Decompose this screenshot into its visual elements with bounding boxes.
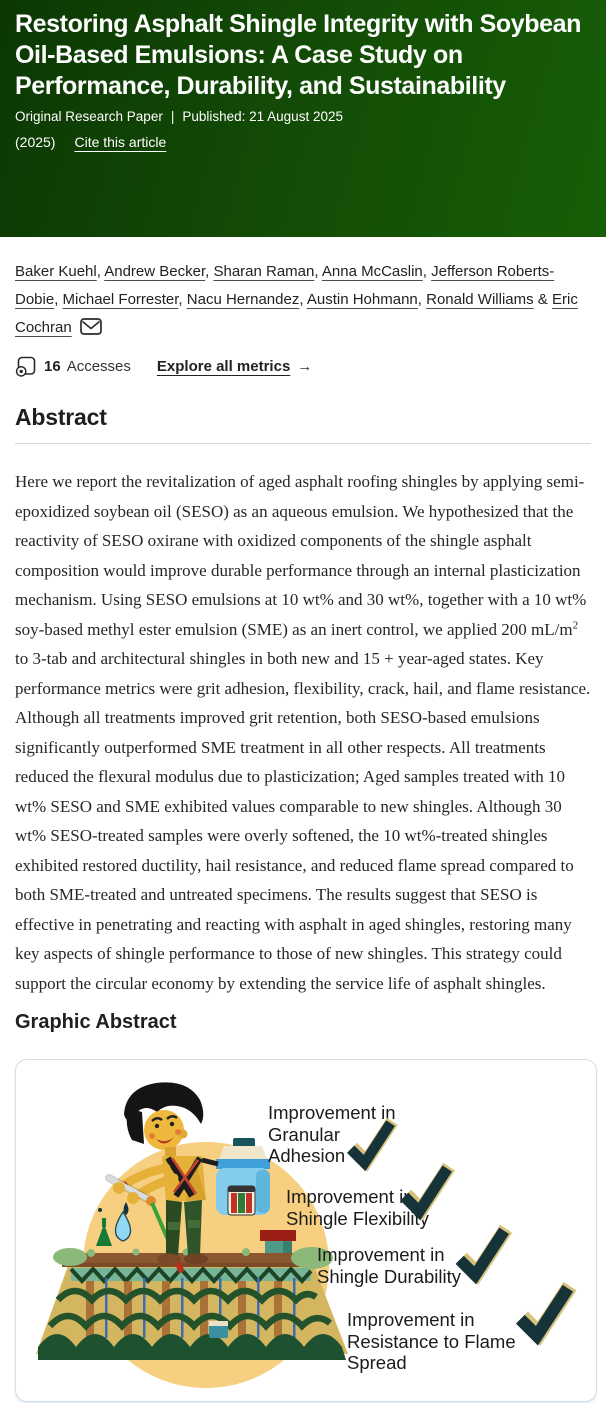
benefit-line: Shingle Flexibility [286,1207,429,1229]
cite-this-article-link[interactable]: Cite this article [74,134,167,150]
right-arrow-icon: → [297,358,313,375]
author-separator: , [314,263,322,280]
volume-cite-row [15,134,590,150]
author-link[interactable]: Ronald Williams [426,291,534,308]
checkmark-icon [510,1282,572,1344]
author-link[interactable]: Baker Kuehl [15,263,97,280]
paint-bucket [209,1321,228,1338]
author-separator: , [422,263,432,280]
author-link[interactable]: Michael Forrester [62,291,179,308]
accesses-label: Accesses [66,358,131,375]
shingle-roof [36,1266,348,1360]
explore-all-metrics-link[interactable]: Explore all metrics [156,358,291,375]
benefit-line: Improvement in [317,1244,445,1265]
benefit-item-flame-spread [347,1309,516,1374]
benefit-line: Granular [268,1123,340,1145]
author-separator: & [533,291,552,308]
author-link[interactable]: Jefferson Roberts-Dobie [15,263,555,308]
metrics-row [15,356,591,377]
checkmark-icon [450,1225,508,1283]
author-link[interactable]: Austin Hohmann [306,291,418,308]
meta-separator: | [170,109,175,124]
benefit-line: Improvement in [286,1186,414,1207]
author-link[interactable]: Eric Cochran [15,291,578,336]
envelope-icon[interactable] [80,318,102,335]
author-separator: , [96,263,105,280]
benefit-line: Shingle Durability [317,1265,461,1287]
sprayer-tank [216,1138,270,1215]
author-separator: , [417,291,427,308]
author-link[interactable]: Anna McCaslin [321,263,423,280]
abstract-paragraph [15,467,592,998]
article-type-label: Original Research Paper [15,109,163,124]
accesses-icon [15,356,36,377]
abstract-heading: Abstract [15,404,107,430]
journal-year: (2025) [15,134,56,150]
abstract-text-part2: to 3-tab and architectural shingles in both new and 15 + year-aged states. Key performance metrics were grit adhesion, flexibility, crack, hail, and flame resistance. Although all treatments improved grit retention, both SESO-based emulsions significantly outperformed SME treatment in all other respects. All treatments reduced the flexural modulus due to plasticization; Aged samples treated with 10 wt% SESO and SME exhibited values comparable to new shingles. Although 30 wt% SESO-treated samples were overly softened, the 10 wt%-treated shingles exhibited restored ductility, hail resistance, and reduced flame spread compared to both SME-treated and untreated specimens. The results suggest that SESO is effective in penetrating and reacting with asphalt in aged shingles, restoring many key aspects of shingle performance to those of new shingles. This strategy could support the circular economy by extending the service life of asphalt shingles. [15,649,591,993]
published-date: Published: 21 August 2025 [182,109,343,124]
benefit-line: Improvement in [268,1102,396,1123]
author-separator: , [178,291,187,308]
benefit-item-shingle-durability [317,1244,461,1287]
abstract-text-part1: Here we report the revitalization of aged asphalt roofing shingles by applying semi-epoxidized soybean oil (SESO) as an aqueous emulsion. We hypothesized that the reactivity of SESO oxirane with oxidized components of the shingle asphalt composition would improve durable performance through an internal plasticization mechanism. Using SESO emulsions at 10 wt% and 30 wt%, together with a 10 wt% soy-based methyl ester emulsion (SME) as an inert control, we applied 200 mL/m [15,472,587,639]
checkmark-icon [342,1118,394,1170]
benefit-line: Resistance to Flame [347,1330,516,1352]
author-link[interactable]: Sharan Raman [213,263,315,280]
author-link[interactable]: Nacu Hernandez [186,291,300,308]
graphic-abstract-heading: Graphic Abstract [15,1011,177,1033]
author-separator: , [299,291,307,308]
abstract-superscript: 2 [572,618,579,631]
benefit-line: Adhesion [268,1145,346,1166]
author-separator: , [205,263,214,280]
benefit-line: Improvement in [347,1309,475,1330]
author-separator: , [54,291,63,308]
page-title: Restoring Asphalt Shingle Integrity with Soybean Oil-Based Emulsions: A Case Study on Performance, Durability, and Sustainability [15,10,582,100]
article-meta [15,109,590,124]
accesses-count: 16 [44,358,61,375]
author-link[interactable]: Andrew Becker [104,263,206,280]
benefit-line: Spread [347,1352,407,1373]
checkmark-icon [395,1163,451,1219]
graphic-abstract-figure [15,1059,597,1402]
section-divider [15,443,591,444]
article-header [0,0,606,237]
author-list [0,237,606,342]
